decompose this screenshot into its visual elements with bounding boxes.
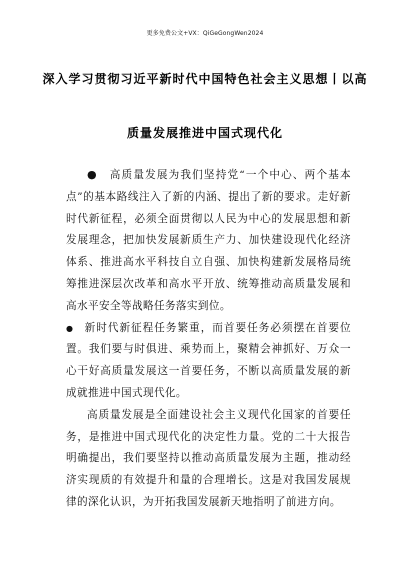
paragraph-text: 高质量发展是全面建设社会主义现代化国家的首要任务，是推进中国式现代化的决定性力量。党的二十大报告明确提出，我们要坚持以推动高质量发展为主题，推动经济实现质的有效提升和量的合理增长。这是对我国发展规律的深化认识，为开拓我国发展新天地指明了前进方向。 xyxy=(66,408,351,508)
bullet-icon: ● xyxy=(66,323,74,333)
bullet-icon: ● xyxy=(87,168,97,181)
paragraph-3 xyxy=(66,405,351,514)
header-note: 更多免费公文+VX：QiGeGongWen2024 xyxy=(146,30,264,37)
document-body xyxy=(66,164,351,514)
paragraph-text: 高质量发展为我们坚持党“一个中心、两个基本点”的基本路线注入了新的内涵、提出了新的要求。走好新时代新征程，必须全面贯彻以人民为中心的发展思想和新发展理念，把加快发展新质生产力、加快建设现代化经济体系、推进高水平科技自立自强、加快构建新发展格局统筹推进深层次改革和高水平开放、统筹推动高质量发展和高水平安全等战略任务落实到位。 xyxy=(66,169,351,312)
title-line-1: 深入学习贯彻习近平新时代中国特色社会主义思想丨以高 xyxy=(42,72,368,86)
paragraph-1 xyxy=(66,164,351,318)
paragraph-text: 新时代新征程任务繁重，而首要任务必须摆在首要位置。我们要与时俱进、乘势而上，聚精会神抓好、万众一心干好高质量发展这一首要任务，不断以高质量发展的新成就推进中国式现代化。 xyxy=(66,321,351,399)
title-line-2: 质量发展推进中国式现代化 xyxy=(126,126,283,140)
paragraph-2 xyxy=(66,318,351,405)
